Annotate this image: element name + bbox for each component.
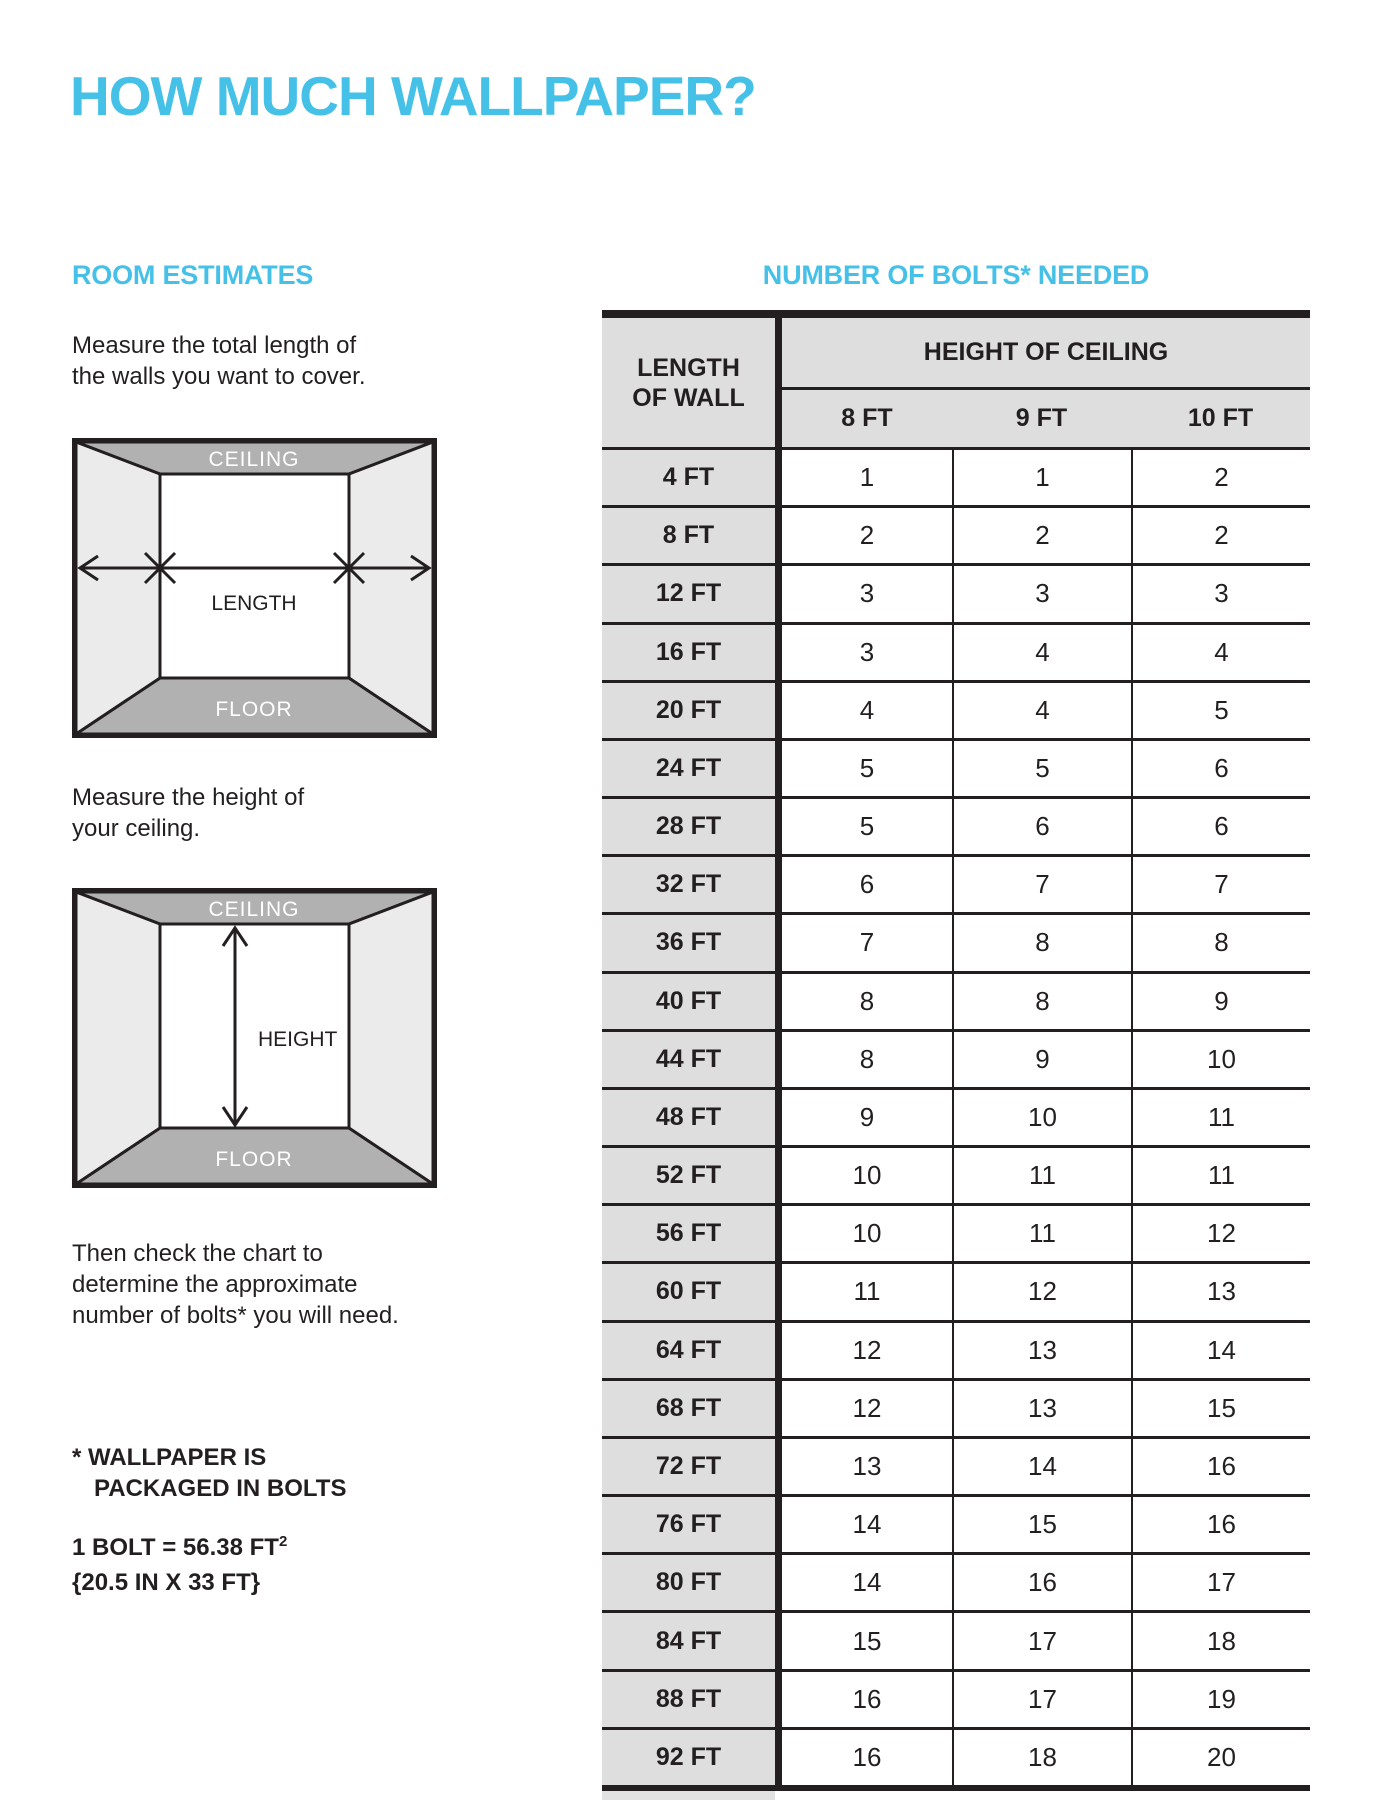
check-chart-paragraph (72, 1238, 399, 1331)
table-row (602, 1090, 1310, 1148)
bolts-8ft-cell: 15 (782, 1613, 952, 1668)
bolts-10ft-cell: 18 (1131, 1613, 1310, 1668)
table-row (602, 915, 1310, 973)
bolts-9ft-cell: 7 (952, 857, 1131, 912)
table-row (602, 974, 1310, 1032)
row-length-label: 8 FT (602, 508, 775, 563)
floor-label: FLOOR (215, 1148, 293, 1171)
back-wall-panel (160, 474, 349, 678)
paragraph-line: the walls you want to cover. (72, 363, 366, 390)
bolts-8ft-cell: 3 (782, 566, 952, 621)
bolts-8ft-cell: 5 (782, 799, 952, 854)
bolts-9ft-cell: 8 (952, 974, 1131, 1029)
paragraph-line: number of bolts* you will need. (72, 1302, 399, 1329)
table-row (602, 1148, 1310, 1206)
bolts-9ft-cell: 16 (952, 1555, 1131, 1610)
bolts-8ft-cell: 1 (782, 450, 952, 505)
table-thick-divider (775, 318, 782, 447)
table-row (602, 1206, 1310, 1264)
bolts-9ft-cell: 5 (952, 741, 1131, 796)
bolts-8ft-cell: 9 (782, 1090, 952, 1145)
bolts-8ft-cell: 10 (782, 1206, 952, 1261)
column-header-8ft: 8 FT (841, 404, 893, 432)
row-length-label: 80 FT (602, 1555, 775, 1610)
row-length-label: 36 FT (602, 915, 775, 970)
room-estimates-heading: ROOM ESTIMATES (72, 260, 314, 290)
table-thick-divider (775, 1323, 782, 1378)
bolts-8ft-cell: 11 (782, 1264, 952, 1319)
row-length-label: 92 FT (602, 1730, 775, 1785)
table-row (602, 857, 1310, 915)
page-title: HOW MUCH WALLPAPER? (70, 65, 756, 127)
bolts-10ft-cell: 16 (1131, 1497, 1310, 1552)
table-thick-divider (775, 974, 782, 1029)
table-row (602, 450, 1310, 508)
room-height-diagram (72, 888, 437, 1188)
table-thick-divider (775, 799, 782, 854)
table-thick-divider (775, 1090, 782, 1145)
bolt-dimensions-line: {20.5 IN X 33 FT} (72, 1569, 261, 1596)
table-row (602, 1323, 1310, 1381)
row-length-label: 60 FT (602, 1264, 775, 1319)
bolts-10ft-cell: 20 (1131, 1730, 1310, 1785)
paragraph-line: Measure the total length of (72, 332, 357, 359)
table-row (602, 683, 1310, 741)
row-length-label: 40 FT (602, 974, 775, 1029)
table-thick-divider (775, 1672, 782, 1727)
bolts-8ft-cell: 13 (782, 1439, 952, 1494)
bolts-8ft-cell: 5 (782, 741, 952, 796)
table-thick-divider (775, 1730, 782, 1785)
table-header (602, 318, 1310, 447)
table-thick-divider (775, 683, 782, 738)
row-length-label: 56 FT (602, 1206, 775, 1261)
row-length-label: 28 FT (602, 799, 775, 854)
bolts-8ft-cell: 12 (782, 1323, 952, 1378)
column-header-9ft: 9 FT (1015, 404, 1068, 432)
bolts-10ft-cell: 11 (1131, 1148, 1310, 1203)
table-thick-divider (775, 857, 782, 912)
row-length-label: 72 FT (602, 1439, 775, 1494)
row-length-label: 20 FT (602, 683, 775, 738)
row-length-label: 32 FT (602, 857, 775, 912)
table-row (602, 1264, 1310, 1322)
table-thick-divider (775, 1148, 782, 1203)
bolts-10ft-cell: 6 (1131, 741, 1310, 796)
bolts-8ft-cell: 14 (782, 1497, 952, 1552)
bolts-9ft-cell: 10 (952, 1090, 1131, 1145)
table-row (602, 1439, 1310, 1497)
row-length-label: 44 FT (602, 1032, 775, 1087)
bolts-9ft-cell: 4 (952, 625, 1131, 680)
row-length-label: 88 FT (602, 1672, 775, 1727)
bolts-9ft-cell: 18 (952, 1730, 1131, 1785)
bolts-8ft-cell: 7 (782, 915, 952, 970)
table-thick-divider (775, 450, 782, 505)
table-left-column-stub (602, 1791, 775, 1800)
paragraph-line: your ceiling. (72, 815, 201, 842)
bolts-8ft-cell: 16 (782, 1730, 952, 1785)
length-of-wall-header (602, 318, 775, 447)
bolts-8ft-cell: 6 (782, 857, 952, 912)
bolts-10ft-cell: 11 (1131, 1090, 1310, 1145)
paragraph-line: determine the approximate (72, 1271, 358, 1298)
bolts-9ft-cell: 14 (952, 1439, 1131, 1494)
note-line: PACKAGED IN BOLTS (94, 1475, 347, 1502)
bolts-9ft-cell: 1 (952, 450, 1131, 505)
bolts-8ft-cell: 8 (782, 1032, 952, 1087)
bolts-10ft-cell: 3 (1131, 566, 1310, 621)
bolts-10ft-cell: 9 (1131, 974, 1310, 1029)
row-length-label: 4 FT (602, 450, 775, 505)
ceiling-height-header-group (782, 318, 1310, 447)
table-thick-divider (775, 915, 782, 970)
table-top-border (602, 310, 1310, 318)
bolts-8ft-cell: 14 (782, 1555, 952, 1610)
table-thick-divider (775, 1555, 782, 1610)
bolts-10ft-cell: 8 (1131, 915, 1310, 970)
header-line: OF WALL (632, 383, 745, 412)
table-row (602, 1730, 1310, 1785)
bolts-10ft-cell: 5 (1131, 683, 1310, 738)
table-thick-divider (775, 566, 782, 621)
row-length-label: 64 FT (602, 1323, 775, 1378)
bolts-10ft-cell: 2 (1131, 450, 1310, 505)
bolts-9ft-cell: 6 (952, 799, 1131, 854)
bolts-10ft-cell: 12 (1131, 1206, 1310, 1261)
bolts-10ft-cell: 10 (1131, 1032, 1310, 1087)
bolts-8ft-cell: 8 (782, 974, 952, 1029)
table-row (602, 1672, 1310, 1730)
bolts-9ft-cell: 4 (952, 683, 1131, 738)
bolts-10ft-cell: 17 (1131, 1555, 1310, 1610)
table-thick-divider (775, 1439, 782, 1494)
bolts-9ft-cell: 17 (952, 1672, 1131, 1727)
row-length-label: 84 FT (602, 1613, 775, 1668)
table-row (602, 625, 1310, 683)
bolts-9ft-cell: 11 (952, 1206, 1131, 1261)
bolt-equation-line: 1 BOLT = 56.38 $FT^2$ (72, 1533, 288, 1561)
bolts-10ft-cell: 13 (1131, 1264, 1310, 1319)
room-length-diagram (72, 438, 437, 738)
paragraph-line: Then check the chart to (72, 1240, 323, 1267)
bolts-9ft-cell: 15 (952, 1497, 1131, 1552)
bolts-9ft-cell: 8 (952, 915, 1131, 970)
table-row (602, 508, 1310, 566)
table-thick-divider (775, 1497, 782, 1552)
back-wall-panel (160, 924, 349, 1128)
bolts-9ft-cell: 13 (952, 1323, 1131, 1378)
bolts-10ft-cell: 7 (1131, 857, 1310, 912)
table-row (602, 741, 1310, 799)
row-length-label: 52 FT (602, 1148, 775, 1203)
bolts-8ft-cell: 3 (782, 625, 952, 680)
floor-label: FLOOR (215, 698, 293, 721)
bolts-8ft-cell: 4 (782, 683, 952, 738)
measure-length-paragraph (72, 330, 365, 392)
bolts-10ft-cell: 15 (1131, 1381, 1310, 1436)
wallpaper-bolts-note (72, 1442, 346, 1504)
bolts-10ft-cell: 4 (1131, 625, 1310, 680)
header-line: LENGTH (637, 353, 740, 382)
table-row (602, 799, 1310, 857)
note-line: * WALLPAPER IS (72, 1444, 267, 1471)
table-row (602, 1032, 1310, 1090)
bolts-needed-heading: NUMBER OF BOLTS* NEEDED (762, 260, 1150, 290)
row-length-label: 68 FT (602, 1381, 775, 1436)
bolts-9ft-cell: 9 (952, 1032, 1131, 1087)
row-length-label: 24 FT (602, 741, 775, 796)
measure-height-paragraph (72, 782, 304, 844)
row-length-label: 76 FT (602, 1497, 775, 1552)
table-thick-divider (775, 1032, 782, 1087)
row-length-label: 48 FT (602, 1090, 775, 1145)
table-row (602, 1555, 1310, 1613)
bolts-9ft-cell: 13 (952, 1381, 1131, 1436)
table-thick-divider (775, 508, 782, 563)
length-label: LENGTH (211, 592, 297, 615)
ceiling-label: CEILING (208, 448, 300, 471)
bolt-equation (72, 1524, 287, 1600)
bolts-10ft-cell: 2 (1131, 508, 1310, 563)
column-header-10ft: 10 FT (1187, 404, 1254, 432)
table-thick-divider (775, 1206, 782, 1261)
bolts-8ft-cell: 2 (782, 508, 952, 563)
bolts-10ft-cell: 16 (1131, 1439, 1310, 1494)
table-row (602, 566, 1310, 624)
bolts-9ft-cell: 2 (952, 508, 1131, 563)
bolts-9ft-cell: 3 (952, 566, 1131, 621)
bolts-8ft-cell: 16 (782, 1672, 952, 1727)
ceiling-label: CEILING (208, 898, 300, 921)
bolts-8ft-cell: 10 (782, 1148, 952, 1203)
bolts-9ft-cell: 12 (952, 1264, 1131, 1319)
table-thick-divider (775, 741, 782, 796)
table-row (602, 1613, 1310, 1671)
bolts-10ft-cell: 6 (1131, 799, 1310, 854)
table-row (602, 1381, 1310, 1439)
height-of-ceiling-header: HEIGHT OF CEILING (782, 318, 1310, 390)
bolts-9ft-cell: 17 (952, 1613, 1131, 1668)
table-thick-divider (775, 1613, 782, 1668)
table-thick-divider (775, 625, 782, 680)
row-length-label: 12 FT (602, 566, 775, 621)
table-body (602, 450, 1310, 1785)
table-thick-divider (775, 1264, 782, 1319)
bolts-10ft-cell: 19 (1131, 1672, 1310, 1727)
table-row (602, 1497, 1310, 1555)
table-thick-divider (775, 1381, 782, 1436)
bolts-9ft-cell: 11 (952, 1148, 1131, 1203)
exponent: 2 (278, 1533, 288, 1550)
bolts-8ft-cell: 12 (782, 1381, 952, 1436)
row-length-label: 16 FT (602, 625, 775, 680)
height-label: HEIGHT (258, 1028, 338, 1051)
paragraph-line: Measure the height of (72, 784, 305, 811)
bolts-10ft-cell: 14 (1131, 1323, 1310, 1378)
